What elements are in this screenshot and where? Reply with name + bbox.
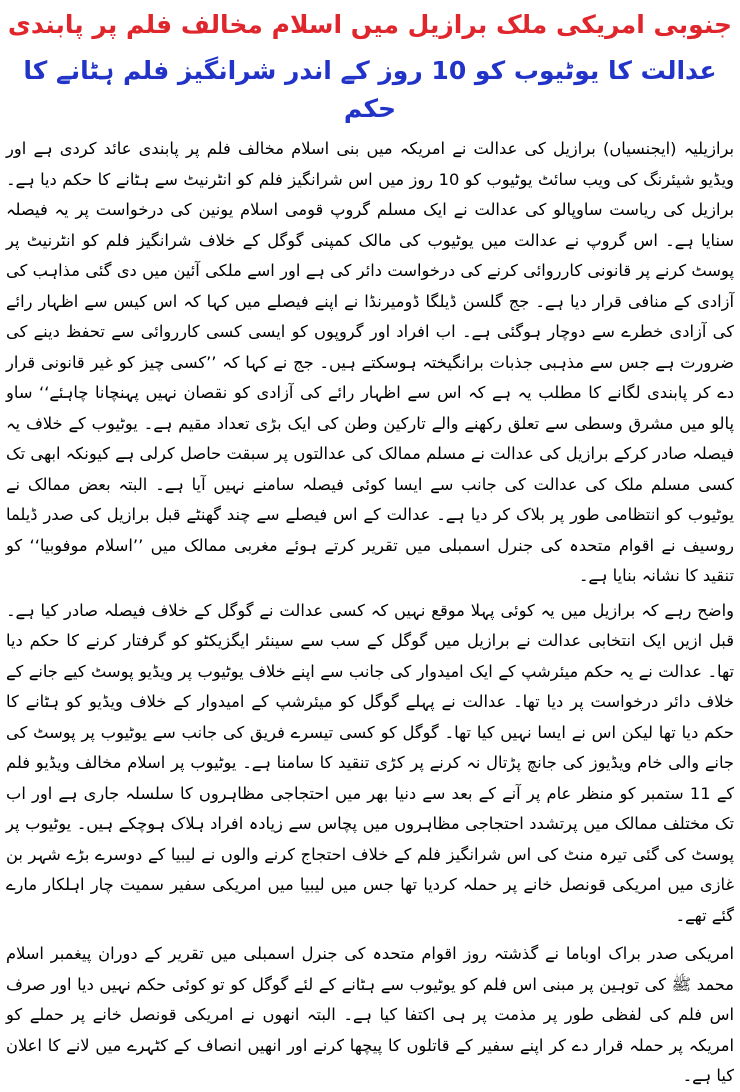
article-paragraph-3: امریکی صدر براک اوباما نے گذشتہ روز اقوام متحدہ کی جنرل اسمبلی میں تقریر کے دوران پیغمبر اسلام محمد ﷺ کی توہین پر مبنی اس فلم کو یوٹیوب سے ہٹانے کے لئے گوگل کو تو کوئی حکم نہیں دیا اور صرف اس فلم کی لفظی طور پر مذمت پر ہی اکتفا کیا ہے۔ البتہ انھوں نے امریکی قونصل خانے پر حملے کو امریکہ پر حملہ قرار دے کر اپنے سفیر کے قاتلوں کا پیچھا کرنے اور انھیں انصاف کے کٹہرے میں لانے کا اعلان کیا ہے۔ [6, 944, 734, 1085]
article-paragraph-1: برازیلیہ (ایجنسیاں) برازیل کی عدالت نے امریکہ میں بنی اسلام مخالف فلم پر پابندی عائد کردی ہے اور ویڈیو شیئرنگ کی ویب سائٹ یوٹیوب کو 10 روز میں اس شرانگیز فلم کو انٹرنیٹ سے ہٹانے کا حکم دیا ہے۔ برازیل کی ریاست ساوپالو کی عدالت نے ایک مسلم گروپ قومی اسلام یونین کی درخواست پر یہ فیصلہ سنایا ہے۔ اس گروپ نے عدالت میں یوٹیوب کی مالک کمپنی گوگل کے خلاف شرانگیز فلم کو انٹرنیٹ پر پوسٹ کرنے پر قانونی کارروائی کرنے کی درخواست دائر کی ہے اور اسے ملکی آئین میں دی گئی مذاہب کی آزادی کے منافی قرار دیا ہے۔ جج گلسن ڈیلگا ڈومیرنڈا نے اپنے فیصلے میں کہا کہ اس کیس سے اظہار رائے کی آزادی خطرے سے دوچار ہوگئی ہے۔ اب افراد اور گروپوں کو ایسی کسی کارروائی سے تحفظ دینے کی ضرورت ہے جس سے مذہبی جذبات برانگیختہ ہوسکتے ہیں۔ جج نے کہا کہ ’’کسی چیز کو غیر قانونی قرار دے کر پابندی لگانے کا مطلب یہ ہے کہ اس سے اظہار رائے کی آزادی کو نقصان نہیں پہنچانا چاہئے‘‘ ساو پالو میں مشرق وسطی سے تعلق رکھنے والے تارکین وطن کی ایک بڑی تعداد مقیم ہے۔ یوٹیوب کے خلاف یہ فیصلہ صادر کرکے برازیل کی عدالت نے مسلم ممالک کی عدالتوں پر سبقت حاصل کرلی ہے کیونکہ ابھی تک کسی مسلم ملک کی عدالت کی جانب سے ایسا کوئی فیصلہ سامنے نہیں آیا ہے۔ البتہ بعض ممالک نے یوٹیوب کو انتظامی طور پر بلاک کر دیا ہے۔ عدالت کے اس فیصلے سے چند گھنٹے قبل برازیل کی صدر ڈیلما روسیف نے اقوام متحدہ کی جنرل اسمبلی میں تقریر کرتے ہوئے مغربی ممالک میں ’’اسلام موفوبیا‘‘ کو تنقید کا نشانہ بنایا ہے۔ [6, 139, 734, 585]
paragraph-spacer [6, 931, 734, 935]
article-subheadline: عدالت کا یوٹیوب کو 10 روز کے اندر شرانگیز فلم ہٹانے کا حکم [23, 56, 717, 123]
article-paragraph-2: واضح رہے کہ برازیل میں یہ کوئی پہلا موقع نہیں کہ کسی عدالت نے گوگل کے خلاف فیصلہ صادر کیا ہے۔ قبل ازیں ایک انتخابی عدالت نے برازیل میں گوگل کے سب سے سینئر ایگزیکٹو کو گرفتار کرنے کا حکم دیا تھا۔ عدالت نے یہ حکم میئرشپ کے ایک امیدوار کی جانب سے اپنے خلاف یوٹیوب پر ویڈیو پوسٹ کیے جانے کے خلاف دائر درخواست پر دیا تھا۔ عدالت نے پہلے گوگل کو میئرشپ کے امیدوار کے خلاف ویڈیو کو ہٹانے کا حکم دیا تھا لیکن اس نے ایسا نہیں کیا تھا۔ گوگل کو کسی تیسرے فریق کی جانب سے یوٹیوب پر پوسٹ کی جانے والی خام ویڈیوز کی جانچ پڑتال نہ کرنے پر کڑی تنقید کا سامنا ہے۔ یوٹیوب پر اسلام مخالف ویڈیو فلم کے 11 ستمبر کو منظر عام پر آنے کے بعد سے دنیا بھر میں احتجاجی مظاہروں کا سلسلہ جاری ہے اور اب تک مختلف ممالک میں پرتشدد احتجاجی مظاہروں میں پچاس سے زیادہ افراد ہلاک ہوچکے ہیں۔ یوٹیوب پر پوسٹ کی گئی تیرہ منٹ کی اس شرانگیز فلم کے خلاف احتجاج کرنے والوں نے لیبیا کے دوسرے بڑے شہر بن غازی میں امریکی قونصل خانے پر حملہ کردیا تھا جس میں لیبیا میں امریکی سفیر سمیت چار اہلکار مارے گئے تھے۔ [6, 600, 734, 925]
article-headline: جنوبی امریکی ملک برازیل میں اسلام مخالف فلم پر پابندی [7, 10, 733, 39]
